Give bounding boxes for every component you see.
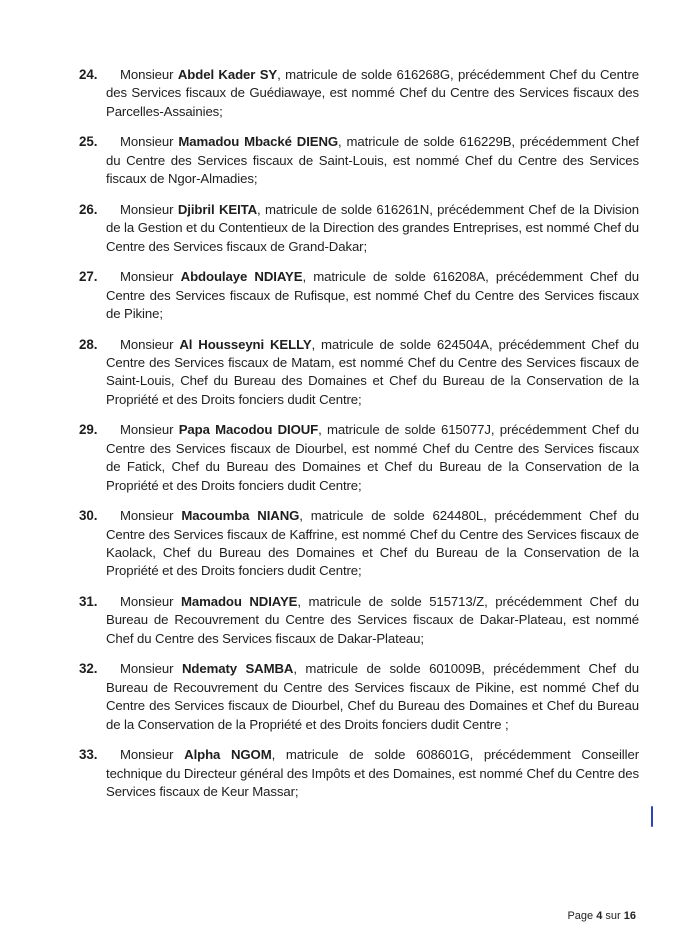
footer-sur-word: sur [605, 910, 621, 922]
appointment-text: , matricule de solde 515713/Z, précédemment Chef du Bureau de Recouvrement du Centre des Services fiscaux de Dakar-Plateau, est nommé Chef du Centre des Services fiscaux de Dakar-Plateau; [106, 594, 639, 646]
appointment-text: , matricule de solde 616229B, précédemment Chef du Centre des Services fiscaux de Saint-Louis, est nommé Chef du Centre des Services fiscaux de Ngor-Almadies; [106, 134, 639, 187]
appointment-prefix: Monsieur [120, 201, 178, 217]
appointee-name: Ndematy SAMBA [181, 661, 294, 677]
appointment-item [79, 421, 639, 495]
appointment-text: , matricule de solde 608601G, précédemment Conseiller technique du Directeur général des Impôts et des Domaines, est nommé Chef du Centre des Services fiscaux de Keur Massar; [106, 747, 640, 800]
appointment-number: 30. [79, 508, 98, 524]
appointment-prefix: Monsieur [120, 134, 179, 150]
appointment-number: 29. [79, 422, 98, 438]
appointment-number: 27. [79, 269, 98, 285]
appointment-prefix: Monsieur [120, 336, 180, 352]
appointment-item [79, 507, 639, 581]
appointment-number: 24. [79, 67, 98, 82]
footer-total-pages: 16 [623, 910, 636, 922]
appointment-number: 31. [79, 594, 98, 610]
appointee-name: Abdel Kader SY [177, 67, 278, 82]
appointment-number: 25. [79, 134, 98, 150]
appointee-name: Mamadou NDIAYE [180, 594, 298, 610]
footer-current-page: 4 [596, 910, 603, 922]
appointment-prefix: Monsieur [120, 269, 181, 285]
appointment-prefix: Monsieur [120, 422, 179, 438]
appointment-prefix: Monsieur [120, 661, 182, 677]
appointment-text: , matricule de solde 616261N, précédemment Chef de la Division de la Gestion et du Contentieux de la Direction des grandes Entreprises, est nommé Chef du Centre des Services fiscaux de Grand-Dakar; [106, 201, 639, 254]
appointment-text: , matricule de solde 615077J, précédemment Chef du Centre des Services fiscaux de Diourbel, est nommé Chef du Centre des Services fiscaux de Fatick, Chef du Bureau des Domaines et Chef du Bureau de la Conservation de la Propriété et des Droits fonciers dudit Centre; [106, 422, 639, 493]
appointment-item [79, 336, 639, 410]
appointment-prefix: Monsieur [120, 747, 185, 763]
appointment-item [79, 746, 639, 801]
appointee-name: Djibril KEITA [177, 201, 258, 217]
appointee-name: Alpha NGOM [184, 747, 272, 763]
appointment-text: , matricule de solde 624480L, précédemment Chef du Centre des Services fiscaux de Kaffrine, est nommé Chef du Centre des Services fiscaux de Kaolack, Chef du Bureau des Domaines et Chef du Bureau de la Conservation de la Propriété et des Droits fonciers dudit Centre; [106, 508, 639, 579]
appointment-number: 28. [79, 336, 98, 352]
appointment-number: 26. [79, 201, 98, 217]
appointment-item [79, 133, 639, 188]
appointment-item [79, 660, 639, 734]
appointment-number: 32. [79, 661, 98, 677]
appointment-item [79, 593, 639, 648]
footer-page-word: Page [567, 910, 594, 922]
appointment-prefix: Monsieur [120, 67, 178, 82]
appointment-item [79, 201, 639, 256]
appointee-name: Mamadou Mbacké DIENG [178, 134, 339, 150]
appointment-prefix: Monsieur [120, 594, 181, 610]
appointment-text: , matricule de solde 616268G, précédemment Chef du Centre des Services fiscaux de Guédiawaye, est nommé Chef du Centre des Services fiscaux des Parcelles-Assainies; [106, 67, 639, 119]
appointment-item [79, 66, 639, 121]
appointment-prefix: Monsieur [120, 508, 182, 524]
page-footer [567, 910, 636, 922]
appointee-name: Abdoulaye NDIAYE [180, 269, 303, 285]
appointee-name: Macoumba NIANG [181, 508, 300, 524]
appointee-name: Al Housseyni KELLY [179, 336, 312, 352]
appointee-name: Papa Macodou DIOUF [178, 422, 319, 438]
handwritten-margin-mark [651, 806, 653, 827]
appointment-text: , matricule de solde 624504A, précédemment Chef du Centre des Services fiscaux de Matam, est nommé Chef du Centre des Services fiscaux de Saint-Louis, Chef du Bureau des Domaines et Chef du Bureau de la Conservation de la Propriété et des Droits fonciers dudit Centre; [106, 336, 640, 407]
appointment-item [79, 268, 639, 323]
appointment-text: , matricule de solde 616208A, précédemment Chef du Centre des Services fiscaux de Rufisque, est nommé Chef du Centre des Services fiscaux de Pikine; [106, 269, 640, 322]
appointment-list [79, 66, 639, 814]
appointment-text: , matricule de solde 601009B, précédemment Chef du Bureau de Recouvrement du Centre des Services fiscaux de Pikine, est nommé Chef du Centre des Services fiscaux de Diourbel, Chef du Bureau des Domaines et Chef du Bureau de la Conservation de la Propriété et des Droits fonciers dudit Centre ; [106, 661, 639, 732]
appointment-number: 33. [79, 747, 98, 763]
